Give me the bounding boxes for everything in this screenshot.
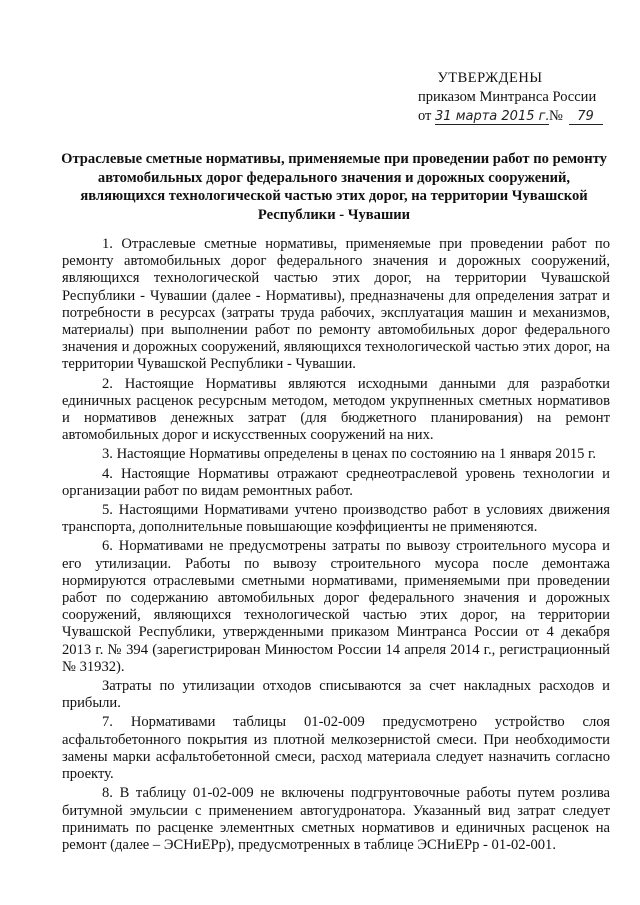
paragraph-4: 4. Настоящие Нормативы отражают среднеотраслевой уровень технологии и организации работ по видам ремонтных работ. [62,465,610,499]
paragraph-8: 8. В таблицу 01-02-009 не включены подгрунтовочные работы путем розлива битумной эмульсии с применением автогудронатора. Указанный вид затрат следует принимать по расценке элементных сметных нормативов и единичных расценок на ремонт (далее – ЭСНиЕРр), предусмотренных в таблице ЭСНиЕРр - 01-02-001. [62,785,610,853]
from-prefix: от [418,108,432,124]
approval-date-line [412,107,612,126]
approval-block [412,69,612,126]
paragraph-5: 5. Настоящими Нормативами учтено производство работ в условиях движения транспорта, дополнительные повышающие коэффициенты не применяются. [62,502,610,536]
number-prefix: № [549,108,563,124]
handwritten-number: 79 [569,109,603,125]
paragraph-3: 3. Настоящие Нормативы определены в ценах по состоянию на 1 января 2015 г. [102,446,597,463]
document-body [62,236,610,854]
paragraph-7: 7. Нормативами таблицы 01-02-009 предусмотрено устройство слоя асфальтобетонного покрытия из плотной мелкозернистой смеси. При необходимости замены марки асфальтобетонной смеси, расход материала следует назначить согласно проекту. [62,714,610,783]
handwritten-date: 31 марта 2015 г. [435,109,550,124]
paragraph-1: 1. Отраслевые сметные нормативы, применяемые при проведении работ по ремонту автомобильных дорог федерального значения и дорожных сооружений, являющихся технологической частью этих дорог, на территории Чувашской Республики - Чувашии (далее - Нормативы), предназначены для определения затрат и потребности в ресурсах (затраты труда рабочих, эксплуатация машин и механизмов, материалы) при выполнении работ по ремонту автомобильных дорог федерального значения и дорожных сооружений, являющихся технологической частью этих дорог, на территории Чувашской Республики - Чувашии. [62,236,610,373]
document-title: Отраслевые сметные нормативы, применяемые при проведении работ по ремонту автомобильных дорог федерального значения и дорожных сооружений, являющихся технологической частью этих дорог, на территории Чувашской Республики - Чувашии [61,151,607,223]
approval-order-line: приказом Минтранса России [418,89,597,105]
paragraph-6-note: Затраты по утилизации отходов списываются за счет накладных расходов и прибыли. [62,678,610,712]
approval-heading: УТВЕРЖДЕНЫ [437,70,543,86]
paragraph-2: 2. Настоящие Нормативы являются исходными данными для разработки единичных расценок ресурсным методом, методом укрупненных сметных нормативов и нормативов денежных затрат (для бюджетного планирования) на ремонт автомобильных дорог и искусственных сооружений на них. [62,375,610,444]
paragraph-6: 6. Нормативами не предусмотрены затраты по вывозу строительного мусора и его утилизации. Работы по вывозу строительного мусора после демонтажа нормируются отраслевыми сметными нормативами, применяемыми при проведении работ по содержанию автомобильных дорог федерального значения и дорожных сооружений, являющихся технологической частью этих дорог, на территории Чувашской Республики, утвержденными приказом Минтранса России от 4 декабря 2013 г. № 394 (зарегистрирован Минюстом России 14 апреля 2014 г., регистрационный № 31932). [62,538,610,675]
